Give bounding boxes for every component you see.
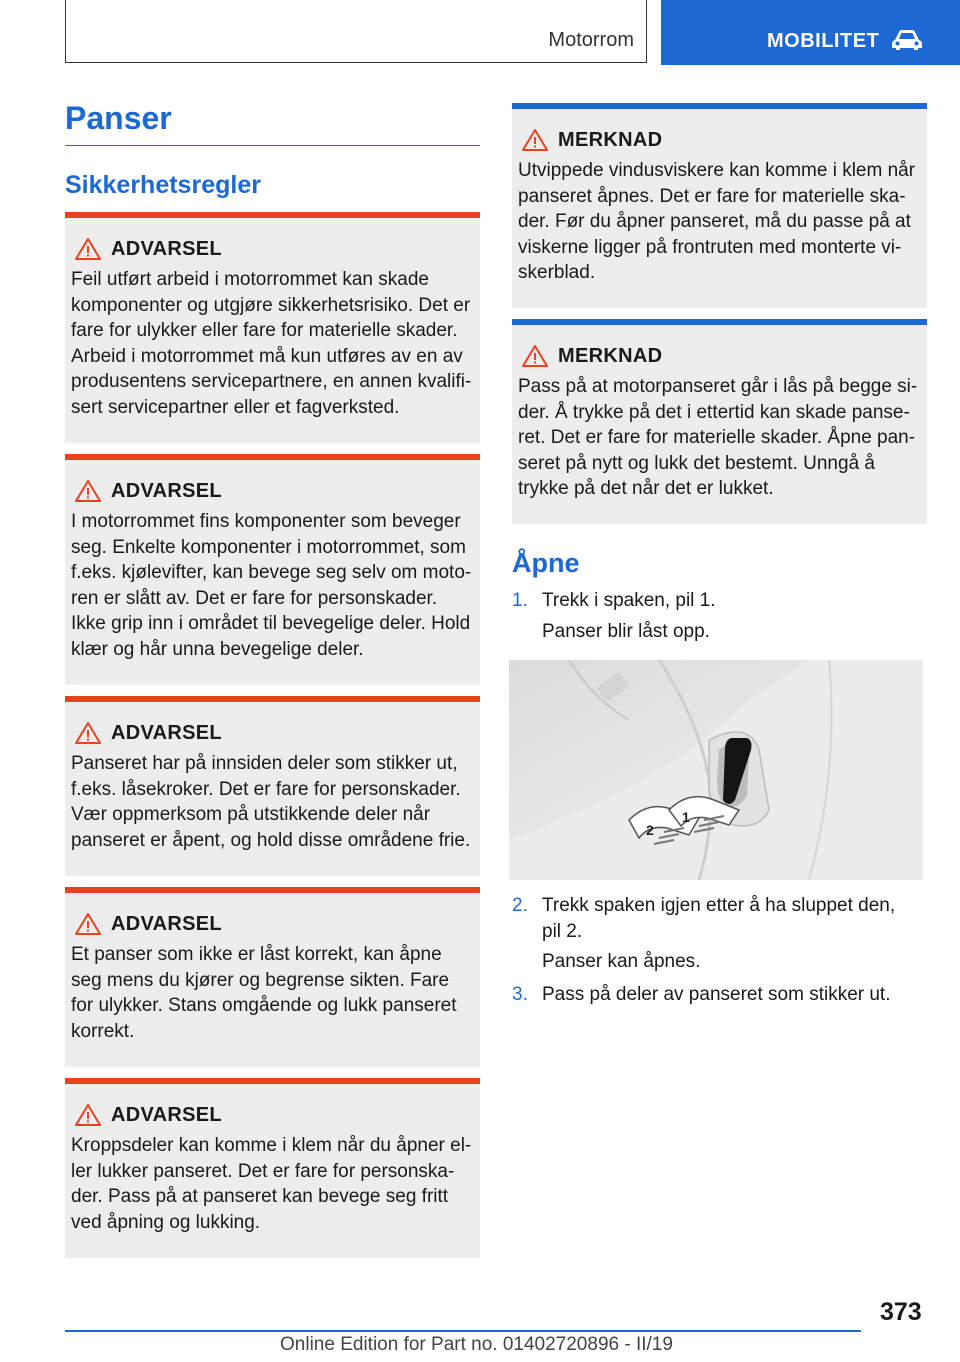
warning-text-line: panseret er åpent, og hold disse områdene frie. [71, 829, 471, 851]
warning-text-line: produsentens servicepartnere, en annen kvalifi- [71, 371, 472, 392]
note-text-line: ret. Det er fare for materielle skader. Åpne pan- [518, 427, 916, 448]
warning-triangle-icon [522, 344, 548, 368]
warning-text-line: Panseret har på innsiden deler som stikker ut, [71, 753, 458, 774]
note-text-line: Pass på at motorpanseret går i lås på begge si- [518, 376, 918, 397]
warning-text-line: for ulykker. Stans omgående og lukk panseret [71, 995, 457, 1016]
warning-triangle-icon [75, 721, 101, 745]
warning-label: ADVARSEL [111, 480, 222, 502]
header-section-box [65, 0, 647, 63]
note-text-line: skerblad. [518, 262, 596, 283]
car-icon [891, 28, 923, 52]
warning-label: ADVARSEL [111, 913, 222, 935]
warning-label: ADVARSEL [111, 722, 222, 744]
warning-text-line: fare for ulykker eller fare for materielle skader. [71, 320, 458, 341]
warning-text-line: seg mens du kjører og begrense sikten. Fare [71, 969, 450, 991]
page-title: Panser [65, 100, 172, 136]
note-text-line: der. Før du åpner panseret, må du passe på at [518, 211, 911, 232]
warning-triangle-icon [522, 128, 548, 152]
warning-text-line: I motorrommet fins komponenter som beveger [71, 511, 461, 532]
step-1 [512, 588, 922, 614]
note-text-line: viskerne ligger på frontruten med monterte vi- [518, 236, 902, 258]
note-box-2 [512, 319, 927, 524]
warning-text-line: seg. Enkelte komponenter i motorrommet, som [71, 536, 466, 558]
step-number: 3. [512, 984, 528, 1005]
warning-text-line: f.eks. kjølevifter, kan bevege seg selv om moto- [71, 562, 472, 583]
step-text-continued: pil 2. [542, 920, 583, 942]
note-box-1 [512, 103, 927, 308]
warning-text-line: ren er slått av. Det er fare for personskader. [71, 587, 438, 609]
warning-box-5 [65, 1078, 480, 1258]
warning-label: ADVARSEL [111, 238, 222, 260]
warning-text-line: Arbeid i motorrommet må kun utføres av en av [71, 345, 463, 367]
warning-text-line: korrekt. [71, 1020, 135, 1042]
warning-text-line: Feil utført arbeid i motorrommet kan skade [71, 269, 429, 290]
note-text-line: panseret åpnes. Det er fare for materielle ska- [518, 185, 906, 207]
step-result: Panser blir låst opp. [542, 621, 710, 642]
step-result: Panser kan åpnes. [542, 951, 701, 972]
warning-text-line: f.eks. låsekroker. Det er fare for personskader. [71, 778, 461, 800]
warning-triangle-icon [75, 237, 101, 261]
figure-arrow-label-1: 1 [682, 809, 690, 825]
step-text: Trekk spaken igjen etter å ha sluppet den, [542, 895, 896, 916]
warning-text-line: Et panser som ikke er låst korrekt, kan åpne [71, 944, 442, 965]
step-number: 2. [512, 895, 528, 916]
warning-text-line: ved åpning og lukking. [71, 1211, 261, 1233]
step-text: Trekk i spaken, pil 1. [542, 590, 716, 611]
warning-triangle-icon [75, 479, 101, 503]
note-text-line: seret på nytt og lukk det bestemt. Unngå å [518, 452, 875, 474]
step-text: Pass på deler av panseret som stikker ut. [542, 984, 891, 1005]
section-title-open: Åpne [512, 548, 580, 578]
step-3 [512, 982, 922, 1008]
warning-text-line: klær og hår unna bevegelige deler. [71, 638, 364, 660]
warning-text-line: Vær oppmerksom på utstikkende deler når [71, 804, 431, 825]
warning-box-4 [65, 887, 480, 1067]
header-chapter-tab[interactable] [661, 0, 960, 65]
warning-text-line: Ikke grip inn i området til bevegelige deler. Hold [71, 613, 471, 634]
hood-release-lever-figure [509, 660, 923, 880]
warning-box-1 [65, 212, 480, 443]
warning-triangle-icon [75, 912, 101, 936]
warning-box-3 [65, 696, 480, 876]
title-divider [65, 145, 480, 146]
header-chapter-label: MOBILITET [767, 30, 880, 52]
step-2 [512, 893, 922, 944]
note-label: MERKNAD [558, 345, 663, 367]
figure-arrow-label-2: 2 [646, 822, 654, 838]
warning-text-line: ler lukker panseret. Det er fare for personska- [71, 1160, 455, 1182]
warning-text-line: der. Pass på at panseret kan bevege seg fritt [71, 1186, 449, 1207]
warning-text-line: komponenter og utgjøre sikkerhetsrisiko. Det er [71, 294, 471, 316]
note-label: MERKNAD [558, 129, 663, 151]
note-text-line: trykke på det når det er lukket. [518, 478, 774, 499]
warning-box-2 [65, 454, 480, 685]
step-number: 1. [512, 590, 528, 611]
warning-label: ADVARSEL [111, 1104, 222, 1126]
warning-text-line: sert servicepartner eller et fagverksted. [71, 396, 400, 418]
footer-divider [65, 1330, 861, 1332]
warning-text-line: Kroppsdeler kan komme i klem når du åpner el- [71, 1135, 472, 1156]
note-text-line: der. Å trykke på det i ettertid kan skade panse- [518, 401, 910, 423]
page-number: 373 [880, 1298, 922, 1326]
note-text-line: Utvippede vindusviskere kan komme i klem når [518, 160, 916, 181]
footer-edition: Online Edition for Part no. 01402720896 - II/19 [280, 1334, 673, 1355]
warning-triangle-icon [75, 1103, 101, 1127]
section-subtitle: Sikkerhetsregler [65, 171, 261, 199]
header-section-title: Motorrom [548, 29, 634, 51]
